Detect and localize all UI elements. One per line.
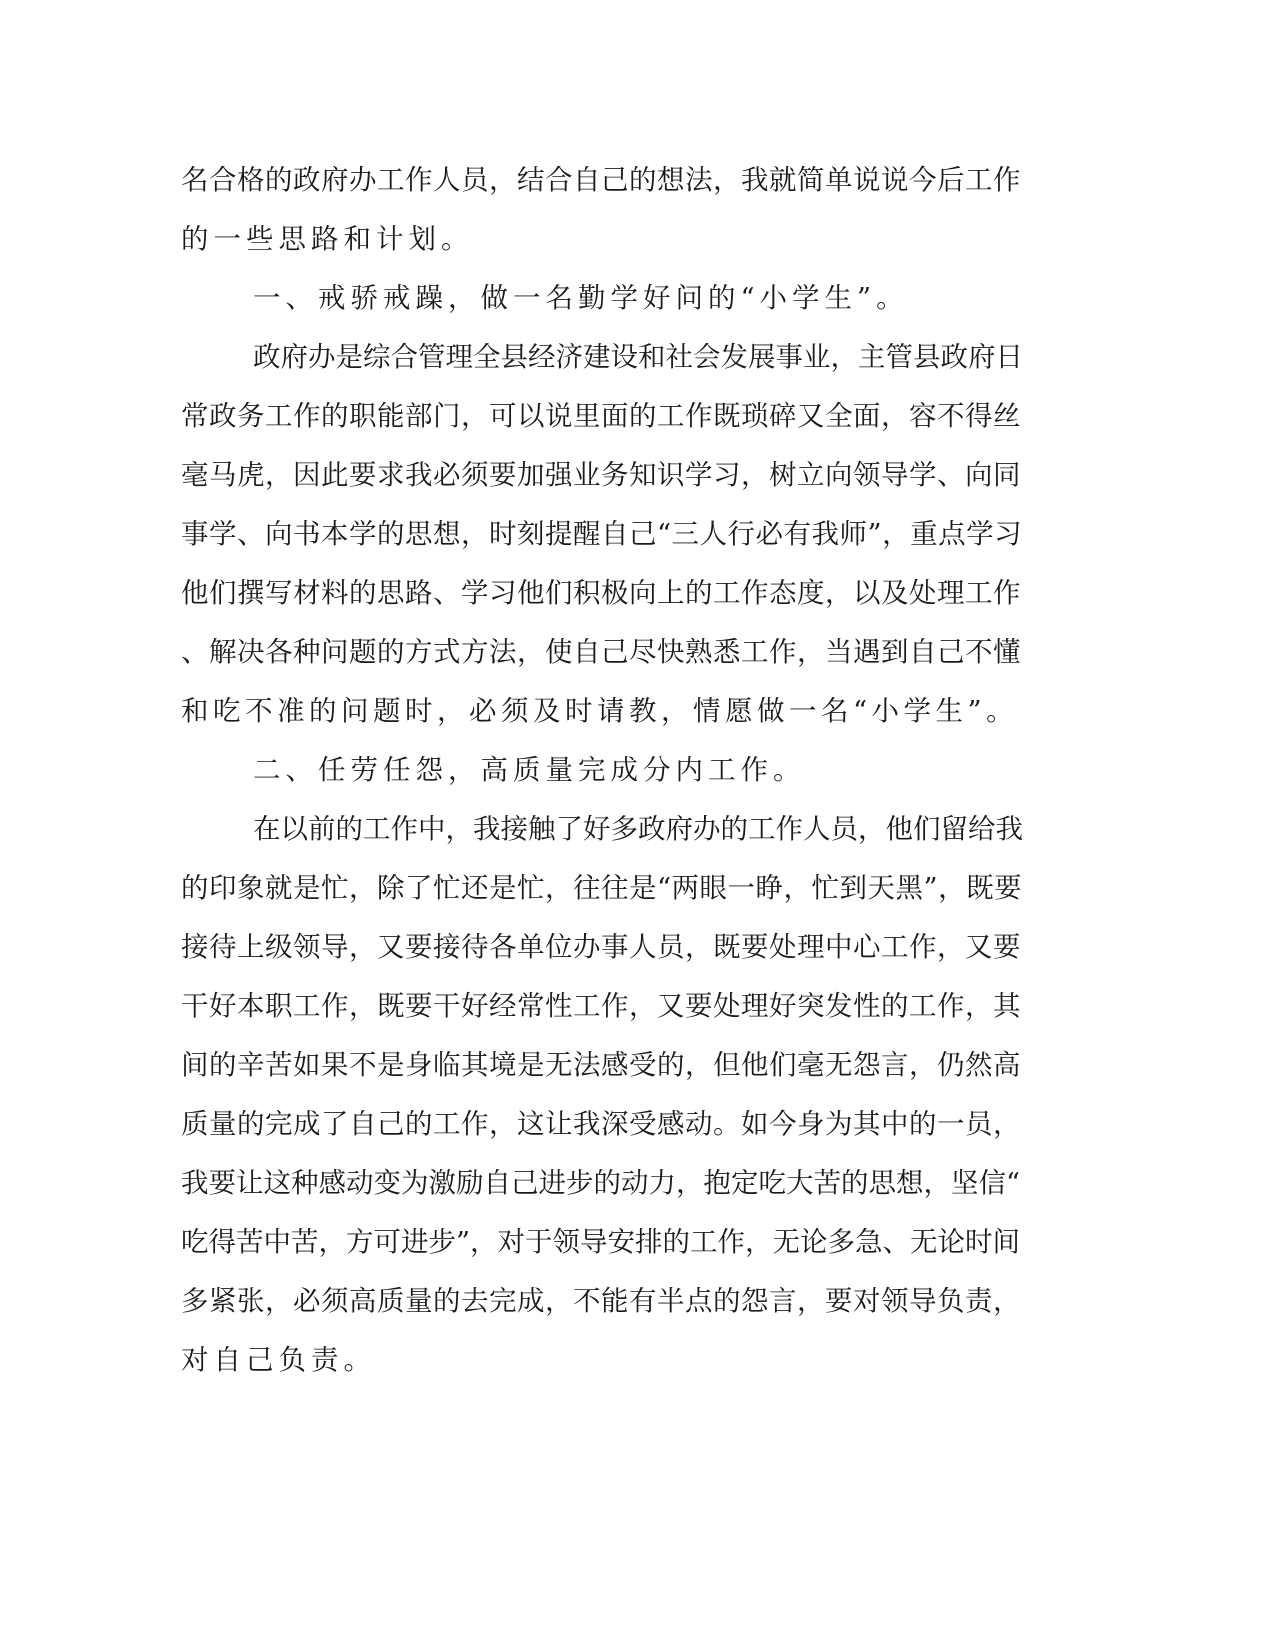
text-line: 名合格的政府办工作人员，结合自己的想法，我就简单说说今后工作: [181, 164, 1021, 196]
text-line: 我要让这种感动变为激励自己进步的动力，抱定吃大苦的思想，坚信“: [181, 1167, 1021, 1199]
text-line: 和吃不准的问题时，必须及时请教，情愿做一名“小学生”。: [181, 695, 1019, 727]
text-line: 在以前的工作中，我接触了好多政府办的工作人员，他们留给我: [253, 813, 1023, 845]
text-line: 的印象就是忙，除了忙还是忙，往往是“两眼一睁，忙到天黑”，既要: [181, 872, 1023, 904]
text-line: 质量的完成了自己的工作，这让我深受感动。如今身为其中的一员，: [181, 1108, 1021, 1140]
text-line: 多紧张，必须高质量的去完成，不能有半点的怨言，要对领导负责，: [181, 1285, 1021, 1317]
text-line: 事学、向书本学的思想，时刻提醒自己“三人行必有我师”，重点学习: [181, 518, 1023, 550]
text-line: 对自己负责。: [181, 1344, 376, 1376]
text-line: 、解决各种问题的方式方法，使自己尽快熟悉工作，当遇到自己不懂: [181, 636, 1021, 668]
section-heading: 一、戒骄戒躁，做一名勤学好问的“小学生”。: [253, 282, 909, 314]
text-line: 吃得苦中苦，方可进步”，对于领导安排的工作，无论多急、无论时间: [181, 1226, 1021, 1258]
section-heading: 二、任劳任怨，高质量完成分内工作。: [253, 754, 806, 786]
text-line: 毫马虎，因此要求我必须要加强业务知识学习，树立向领导学、向同: [181, 459, 1021, 491]
text-line: 政府办是综合管理全县经济建设和社会发展事业，主管县政府日: [253, 341, 1023, 373]
text-line: 他们撰写材料的思路、学习他们积极向上的工作态度，以及处理工作: [181, 577, 1021, 609]
text-line: 常政务工作的职能部门，可以说里面的工作既琐碎又全面，容不得丝: [181, 400, 1021, 432]
text-line: 间的辛苦如果不是身临其境是无法感受的，但他们毫无怨言，仍然高: [181, 1049, 1021, 1081]
text-line: 干好本职工作，既要干好经常性工作，又要处理好突发性的工作，其: [181, 990, 1021, 1022]
text-line: 的一些思路和计划。: [181, 223, 474, 255]
text-line: 接待上级领导，又要接待各单位办事人员，既要处理中心工作，又要: [181, 931, 1021, 963]
